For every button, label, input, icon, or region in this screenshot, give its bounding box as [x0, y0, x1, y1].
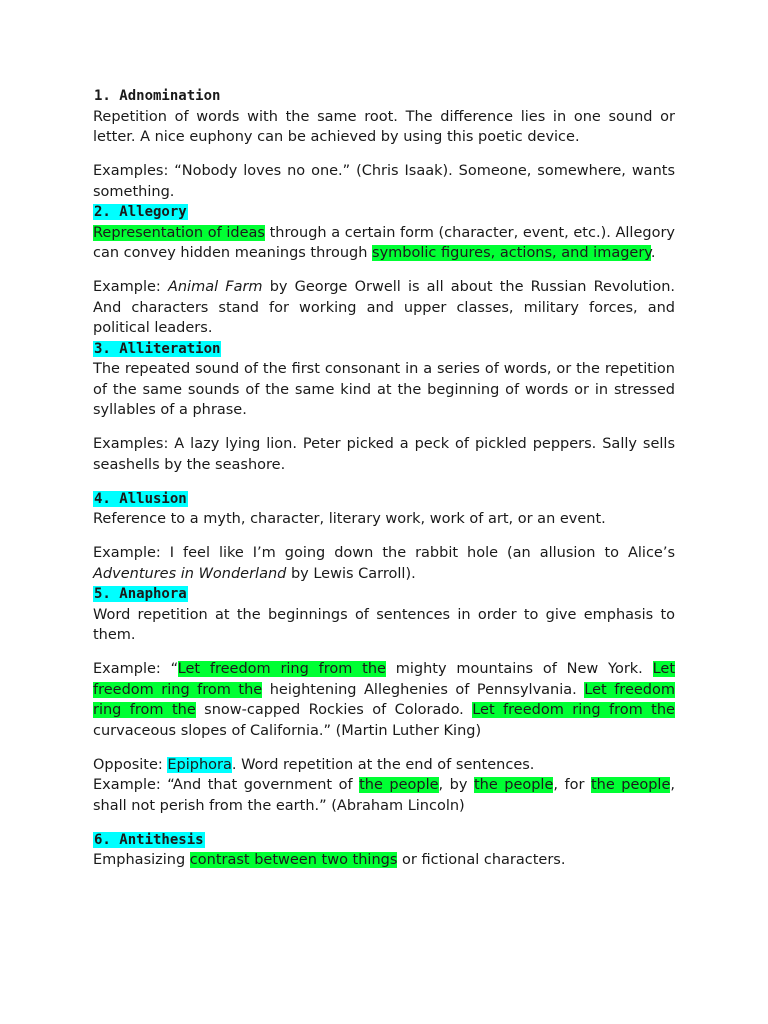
example-allusion: Example: I feel like I’m going down the rabbit hole (an allusion to Alice’s Adventures in Wonderland by Lewis Carroll). — [93, 545, 675, 582]
example-adnomination: Examples: “Nobody loves no one.” (Chris Isaak). Someone, somewhere, wants something. — [93, 163, 675, 200]
example-epiphora: Example: “And that government of the people, by the people, for the people, shall not perish from the earth.” (Abraham Lincoln) — [93, 777, 675, 814]
heading-allegory: 2. Allegory — [94, 204, 187, 220]
highlight: the people — [473, 777, 554, 793]
highlight: Let freedom ring from the — [177, 661, 386, 677]
definition-allegory: Representation of ideas through a certain form (character, event, etc.). Allegory can convey hidden meanings through symbolic figures, actions, and imagery. — [93, 224, 675, 261]
highlight: Let freedom ring from the — [93, 661, 676, 698]
highlight: symbolic figures, actions, and imagery — [372, 245, 651, 261]
highlight: the people — [590, 777, 671, 793]
highlight: the people — [359, 777, 439, 793]
highlight: Let freedom ring from the — [472, 702, 675, 718]
highlight: Let freedom ring from the — [93, 681, 675, 718]
definition-adnomination: Repetition of words with the same root. The difference lies in one sound or letter. A nice euphony can be achieved by using this poetic device. — [93, 108, 675, 145]
highlight: Epiphora — [167, 756, 232, 773]
heading-antithesis: 6. Antithesis — [94, 831, 204, 848]
example-allegory: Example: Animal Farm by George Orwell is all about the Russian Revolution. And characters stand for working and upper classes, military forces, and political leaders. — [93, 279, 675, 336]
definition-anaphora: Word repetition at the beginnings of sentences in order to give emphasis to them. — [93, 606, 675, 643]
heading-allusion: 4. Allusion — [94, 490, 187, 507]
definition-allusion: Reference to a myth, character, literary work, work of art, or an event. — [93, 511, 606, 527]
definition-alliteration: The repeated sound of the first consonant in a series of words, or the repetition of the same sounds of the same kind at the beginning of words or in stressed syllables of a phrase. — [93, 361, 675, 418]
heading-adnomination: 1. Adnomination — [94, 88, 221, 104]
example-alliteration: Examples: A lazy lying lion. Peter picked a peck of pickled peppers. Sally sells seashells by the seashore. — [93, 436, 675, 473]
highlight: contrast between two things — [189, 852, 398, 868]
document-body — [93, 86, 675, 871]
definition-antithesis: Emphasizing contrast between two things or fictional characters. — [93, 852, 566, 868]
opposite-epiphora: Opposite: Epiphora. Word repetition at the end of sentences. — [93, 756, 535, 773]
heading-alliteration: 3. Alliteration — [94, 340, 221, 357]
highlight: Representation of ideas — [93, 224, 265, 241]
heading-anaphora: 5. Anaphora — [94, 586, 187, 602]
example-anaphora: Example: “Let freedom ring from the mighty mountains of New York. Let freedom ring from the heightening Alleghenies of Pennsylvania. Let freedom ring from the snow-capped Rockies of Colorado. Let freedom ring from the curvaceous slopes of California.” (Martin Luther King) — [93, 661, 676, 739]
